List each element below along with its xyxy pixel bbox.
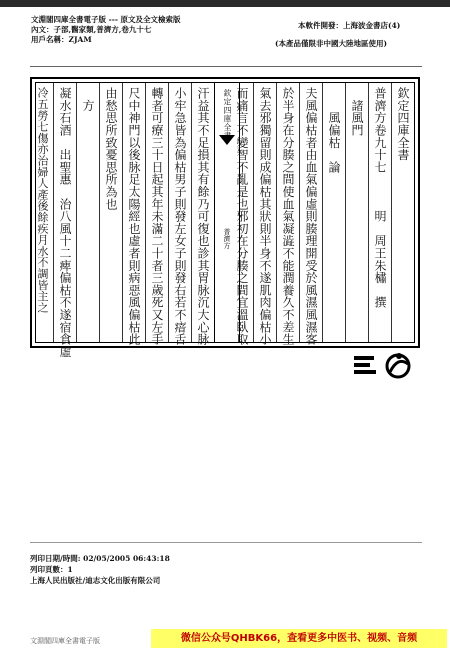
print-datetime: 列印日期/時間: 02/05/2005 06:43:18 xyxy=(30,554,170,563)
text-column: 諸風門 xyxy=(350,87,364,137)
publisher-name: 上海人民出版社/迪志文化出版有限公司 xyxy=(30,576,161,585)
column-rule xyxy=(99,83,100,342)
print-footer xyxy=(30,553,430,586)
edition-title: 文淵閣四庫全書電子版 --- 原文及全文檢索版 xyxy=(31,15,181,24)
center-fold xyxy=(214,83,240,342)
page-header xyxy=(0,7,450,62)
fold-book-name: 普濟方 xyxy=(223,228,231,249)
text-column: 夫風偏枯者由血氣偏虛則腠理開受於風濕風濕客 xyxy=(304,87,318,346)
region-notice: (本產品僅限非中國大陸地區使用) xyxy=(275,39,388,48)
text-column: 凝水石酒 出聖惠 治八風十二痺偏枯不遂宿食虛 xyxy=(58,87,72,358)
text-column: 由愁思所致憂思所為也 xyxy=(104,87,118,210)
column-rule xyxy=(299,83,300,342)
text-column: 汗益其不足損其有餘乃可復也診其胃脉沉大心脉 xyxy=(196,87,210,346)
text-column: 於半身在分腠之間使血氣凝澁不能潤養久不差生 xyxy=(281,87,295,346)
text-column: 普濟方卷九十七 明 周王朱橚 撰 xyxy=(373,87,387,309)
user-name: 用戶名稱：ZJAM xyxy=(31,35,92,44)
text-column: 而痛言不變智不亂是也邪初在分腠之間宜溫臥取 xyxy=(235,87,249,346)
text-column: 風偏枯 論 xyxy=(327,87,341,174)
column-rule xyxy=(368,83,369,342)
text-column: 方 xyxy=(81,87,95,112)
text-column: 冷五勞七傷亦治婦人產後餘疾月水不調皆主之 xyxy=(36,87,49,313)
next-page-header-fragment: 文淵閣四庫全書電子版 xyxy=(30,637,100,645)
column-rule xyxy=(122,83,123,342)
developer-info: 本軟件開發：上海波金書店(4) xyxy=(298,21,401,30)
column-rule xyxy=(145,83,146,342)
column-rule xyxy=(345,83,346,342)
publisher-logos xyxy=(352,350,418,382)
publisher-logo-icon xyxy=(352,350,418,382)
wechat-banner[interactable]: 微信公众号QHBK66，查看更多中医书、视频、音频 xyxy=(151,629,447,648)
text-column: 轉者可療三十日起其年未滿二十者三歲死又左手 xyxy=(150,87,164,346)
book-page xyxy=(30,77,420,358)
column-rule xyxy=(253,83,254,342)
footer-divider xyxy=(30,542,422,543)
text-column: 小牢急皆為偏枯男子則發左女子則發右若不瘖舌 xyxy=(173,87,187,346)
text-column: 尺中神門以後脉足太陽經也虛者則病惡風偏枯此 xyxy=(127,87,141,346)
left-half-page xyxy=(36,83,214,358)
text-column: 欽定四庫全書 xyxy=(396,87,410,161)
fishtail-mark xyxy=(219,135,235,145)
print-page-count: 列印頁數：1 xyxy=(30,565,73,574)
column-rule xyxy=(191,83,192,342)
window-top-strip xyxy=(0,0,450,7)
text-column: 氣去邪獨留則成偏枯其狀則半身不遂肌肉偏枯小 xyxy=(258,87,272,346)
column-rule xyxy=(276,83,277,342)
column-rule xyxy=(76,83,77,342)
right-half-page xyxy=(235,83,414,346)
column-rule xyxy=(168,83,169,342)
header-divider xyxy=(30,66,422,67)
content-path: 內文：子部,醫家類,普濟方,卷九十七 xyxy=(31,25,152,34)
book-inner-frame xyxy=(35,82,415,358)
column-rule xyxy=(391,83,392,342)
column-rule xyxy=(322,83,323,342)
column-rule xyxy=(53,83,54,342)
fold-title: 欽定四庫全書 xyxy=(223,89,232,140)
